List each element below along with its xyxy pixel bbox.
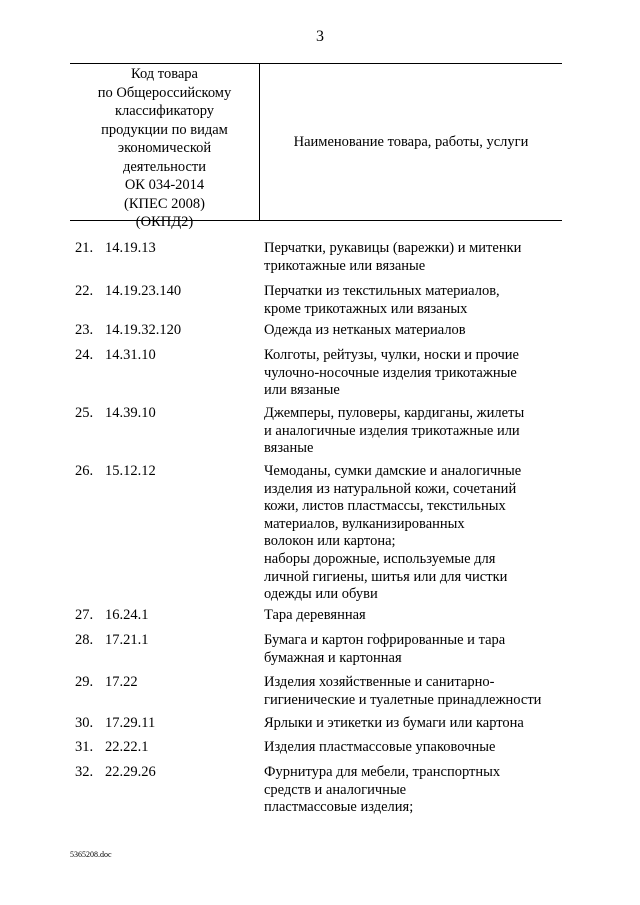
row-code: 14.19.32.120: [105, 322, 182, 338]
row-name-line: гигиенические и туалетные принадлежности: [264, 691, 542, 708]
row-name-line: одежды или обуви: [264, 586, 378, 603]
row-name: [264, 322, 564, 340]
row-name-line: материалов, вулканизированных: [264, 515, 465, 532]
row-name: [264, 764, 564, 817]
row-name: [264, 240, 564, 275]
row-name: [264, 739, 564, 757]
header-code-line: ОК 034-2014: [124, 177, 205, 193]
row-code: 17.22: [105, 674, 138, 690]
header-name-column: Наименование товара, работы, услуги: [293, 134, 529, 150]
row-name-line: пластмассовые изделия;: [264, 799, 414, 816]
row-code: 16.24.1: [105, 607, 149, 623]
row-number: 22.: [75, 283, 94, 299]
row-number: 25.: [75, 405, 94, 421]
row-name: [264, 347, 564, 400]
row-number: 29.: [75, 674, 94, 690]
row-code: 17.21.1: [105, 632, 149, 648]
row-name-line: Ярлыки и этикетки из бумаги или картона: [264, 715, 524, 731]
row-name: [264, 674, 564, 709]
row-name-line: волокон или картона;: [264, 533, 396, 550]
row-name-line: кроме трикотажных или вязаных: [264, 300, 468, 317]
row-name-line: Фурнитура для мебели, транспортных: [264, 764, 501, 780]
row-name-line: личной гигиены, шитья или для чистки: [264, 568, 508, 585]
table-header: [70, 63, 562, 230]
row-number: 23.: [75, 322, 94, 338]
row-number: 26.: [75, 463, 94, 479]
row-number: 27.: [75, 607, 94, 623]
header-code-line: по Общероссийскому: [97, 84, 232, 101]
row-name-line: изделия из натуральной кожи, сочетаний: [264, 480, 517, 497]
row-name-line: бумажная и картонная: [264, 649, 402, 666]
row-number: 30.: [75, 715, 94, 731]
row-name-line: чулочно-носочные изделия трикотажные: [264, 364, 517, 381]
row-code: 14.39.10: [105, 405, 156, 421]
footer-document-name: 5365208.doc: [70, 850, 112, 859]
header-code-line: (ОКПД2): [135, 214, 194, 230]
row-name-line: Изделия пластмассовые упаковочные: [264, 739, 496, 755]
row-name-line: наборы дорожные, используемые для: [264, 550, 496, 567]
row-number: 24.: [75, 347, 94, 363]
row-name: [264, 607, 564, 625]
row-code: 14.19.23.140: [105, 283, 182, 299]
row-name-line: кожи, листов пластмассы, текстильных: [264, 498, 506, 515]
row-number: 31.: [75, 739, 94, 755]
header-code-line: (КПЕС 2008): [124, 195, 205, 212]
row-name-line: трикотажные или вязаные: [264, 257, 426, 274]
row-name: [264, 715, 564, 733]
row-code: 22.29.26: [105, 764, 156, 780]
row-number: 32.: [75, 764, 94, 780]
row-name-line: или вязаные: [264, 382, 340, 399]
row-code: 14.19.13: [105, 240, 156, 256]
row-name-line: Чемоданы, сумки дамские и аналогичные: [264, 463, 522, 479]
row-name-line: Джемперы, пуловеры, кардиганы, жилеты: [264, 405, 525, 421]
page-number: 3: [316, 28, 324, 45]
row-code: 14.31.10: [105, 347, 156, 363]
header-code-line: экономической: [117, 140, 212, 156]
row-name-line: Тара деревянная: [264, 607, 366, 623]
header-code-line: деятельности: [122, 158, 206, 175]
row-number: 21.: [75, 240, 94, 256]
row-name: [264, 283, 564, 318]
row-name-line: Одежда из нетканых материалов: [264, 322, 466, 338]
row-name-line: вязаные: [264, 440, 314, 457]
row-number: 28.: [75, 632, 94, 648]
row-name: [264, 463, 564, 604]
row-name-line: Бумага и картон гофрированные и тара: [264, 632, 506, 648]
header-code-line: классификатору: [114, 103, 215, 119]
row-code: 15.12.12: [105, 463, 156, 479]
row-name-line: Перчатки, рукавицы (варежки) и митенки: [264, 240, 522, 256]
row-name-line: и аналогичные изделия трикотажные или: [264, 422, 520, 439]
header-code-line: продукции по видам: [101, 121, 228, 138]
row-name-line: Перчатки из текстильных материалов,: [264, 283, 500, 299]
row-name: [264, 405, 564, 458]
row-code: 22.22.1: [105, 739, 149, 755]
header-code-line: Код товара: [131, 66, 198, 82]
header-code-column: [70, 65, 259, 232]
row-name-line: Изделия хозяйственные и санитарно-: [264, 674, 495, 690]
row-code: 17.29.11: [105, 715, 156, 731]
row-name-line: средств и аналогичные: [264, 781, 407, 798]
row-name: [264, 632, 564, 667]
row-name-line: Колготы, рейтузы, чулки, носки и прочие: [264, 347, 519, 363]
